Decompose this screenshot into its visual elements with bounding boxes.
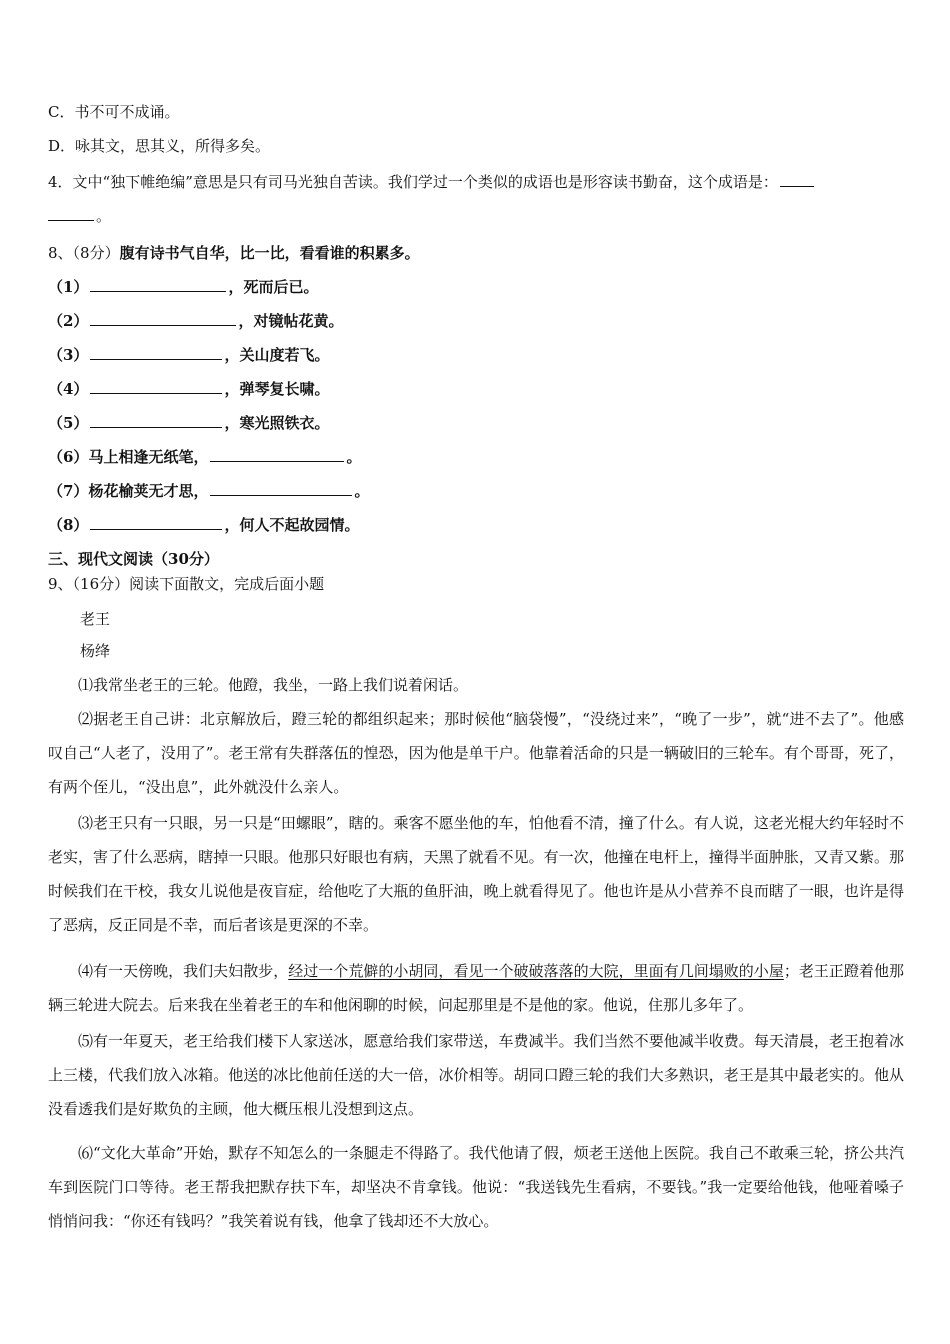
item-number: （5）: [48, 414, 89, 432]
answer-blank: [48, 206, 94, 221]
answer-blank: [780, 172, 814, 187]
essay-paragraph-2: ⑵据老王自己讲：北京解放后，蹬三轮的都组织起来；那时候他“脑袋慢”，“没绕过来”，“晚了一步”，就“进不去了”。他感叹自己“人老了，没用了”。老王常有失群落伍的惶恐，因为他是单干户。他靠着活命的只是一辆破旧的三轮车。有个哥哥，死了，有两个侄儿，“没出息”，此外就没什么亲人。: [48, 710, 904, 796]
underlined-sentence: 经过一个荒僻的小胡同，看见一个破破落落的大院，里面有几间塌败的小屋: [288, 962, 784, 980]
answer-blank: [90, 311, 236, 326]
item-text: 马上相逢无纸笔，: [88, 448, 209, 466]
item-number: （2）: [48, 312, 89, 330]
poem-item-4: [48, 378, 908, 400]
paragraph-text: ⑷有一天傍晚，我们夫妇散步，: [78, 962, 289, 980]
item-number: （8）: [48, 516, 89, 534]
item-text: ，寒光照铁衣。: [224, 414, 330, 432]
item-number: （7）: [48, 482, 89, 500]
answer-blank: [210, 447, 344, 462]
question-4: [48, 171, 908, 193]
item-text: ，死而后已。: [228, 278, 319, 296]
poem-item-6: [48, 446, 908, 468]
item-text: ，弹琴复长啸。: [224, 380, 330, 398]
poem-item-3: [48, 344, 908, 366]
answer-blank: [90, 345, 222, 360]
poem-item-7: [48, 480, 908, 502]
essay-paragraph-3: ⑶老王只有一只眼，另一只是“田螺眼”，瞎的。乘客不愿坐他的车，怕他看不清，撞了什么。有人说，这老光棍大约年轻时不老实，害了什么恶病，瞎掉一只眼。他那只好眼也有病，天黑了就看不见。有一次，他撞在电杆上，撞得半面肿胀，又青又紫。那时候我们在干校，我女儿说他是夜盲症，给他吃了大瓶的鱼肝油，晚上就看得见了。他也许是从小营养不良而瞎了一眼，也许是得了恶病，反正同是不幸，而后者该是更深的不幸。: [48, 814, 904, 934]
item-text: ，何人不起故园情。: [224, 516, 360, 534]
poem-item-1: [48, 276, 908, 298]
poem-item-8: [48, 514, 908, 536]
section-heading: 三、现代文阅读（30分）: [48, 550, 219, 568]
question-8-number: 8、（8分）: [48, 244, 120, 262]
question-4-text: 4．文中“独下帷绝编”意思是只有司马光独自苦读。我们学过一个类似的成语也是形容读书勤奋，这个成语是：: [48, 173, 778, 191]
paragraph-text: ；老王正蹬着他那辆三轮进大院去。后来我在坐着老王的车和他闲聊的时候，问起那里是不是他的家。他说，住那儿多年了。: [48, 962, 904, 1014]
essay-paragraph-1: ⑴我常坐老王的三轮。他蹬，我坐，一路上我们说着闲话。: [78, 676, 469, 694]
option-c: C．书不可不成诵。: [48, 103, 180, 121]
item-number: （1）: [48, 278, 89, 296]
item-text: ，对镜帖花黄。: [238, 312, 344, 330]
answer-blank: [210, 481, 352, 496]
question-8-title: [48, 242, 908, 264]
essay-paragraph-6: ⑹“文化大革命”开始，默存不知怎么的一条腿走不得路了。我代他请了假，烦老王送他上医院。我自己不敢乘三轮，挤公共汽车到医院门口等待。老王帮我把默存扶下车，却坚决不肯拿钱。他说：“我送钱先生看病，不要钱。”我一定要给他钱，他哑着嗓子悄悄问我：“你还有钱吗？”我笑着说有钱，他拿了钱却还不大放心。: [48, 1144, 904, 1230]
answer-blank: [90, 277, 226, 292]
essay-paragraph-5: ⑸有一年夏天，老王给我们楼下人家送冰，愿意给我们家带送，车费减半。我们当然不要他减半收费。每天清晨，老王抱着冰上三楼，代我们放入冰箱。他送的冰比他前任送的大一倍，冰价相等。胡同口蹬三轮的我们大多熟识，老王是其中最老实的。他从没看透我们是好欺负的主顾，他大概压根儿没想到这点。: [48, 1032, 904, 1118]
answer-blank: [90, 413, 222, 428]
poem-item-5: [48, 412, 908, 434]
item-text: ，关山度若飞。: [224, 346, 330, 364]
item-number: （3）: [48, 346, 89, 364]
question-4-continued: [48, 205, 908, 227]
essay-author: 杨绛: [80, 642, 111, 660]
item-text: 。: [354, 482, 370, 500]
answer-blank: [90, 379, 222, 394]
item-text: 。: [346, 448, 362, 466]
essay-title: 老王: [80, 610, 111, 628]
question-9-intro: 9、（16分）阅读下面散文，完成后面小题: [48, 575, 325, 593]
item-number: （6）: [48, 448, 89, 466]
option-d: D．咏其文，思其义，所得多矣。: [48, 137, 271, 155]
item-text: 杨花榆荚无才思，: [88, 482, 209, 500]
question-8-heading: 腹有诗书气自华，比一比，看看谁的积累多。: [119, 244, 420, 262]
item-number: （4）: [48, 380, 89, 398]
poem-item-2: [48, 310, 908, 332]
essay-paragraph-4: [48, 954, 904, 1022]
question-4-tail: 。: [96, 207, 112, 225]
answer-blank: [90, 515, 222, 530]
